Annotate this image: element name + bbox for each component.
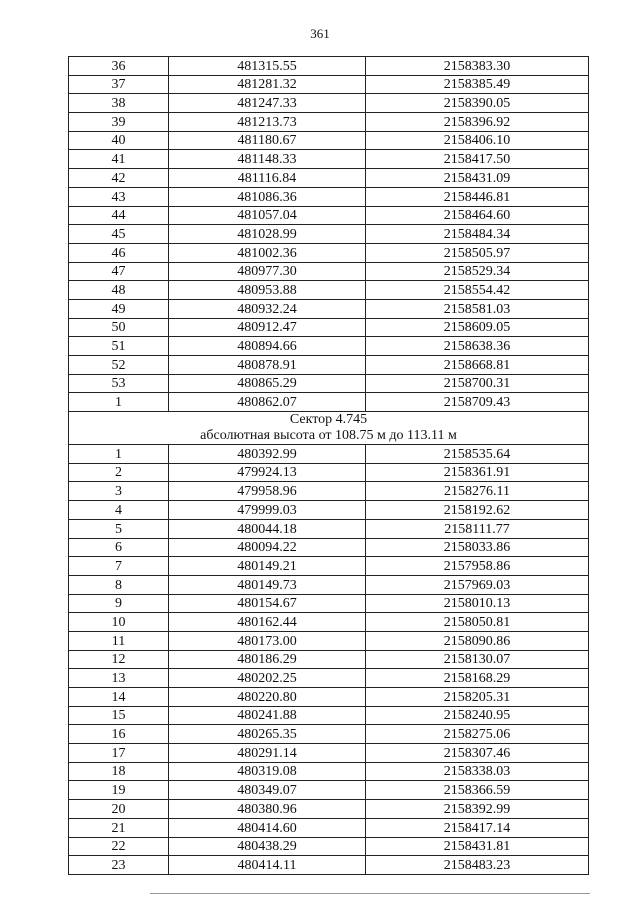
point-number: 10 (69, 613, 169, 632)
coord-x: 481002.36 (169, 243, 366, 262)
point-number: 38 (69, 94, 169, 113)
coord-x: 480912.47 (169, 318, 366, 337)
table-row (69, 800, 589, 819)
coord-x: 480392.99 (169, 445, 366, 464)
coord-x: 480162.44 (169, 613, 366, 632)
coord-y: 2158505.97 (366, 243, 589, 262)
coord-x: 479999.03 (169, 501, 366, 520)
coord-x: 481247.33 (169, 94, 366, 113)
point-number: 53 (69, 374, 169, 393)
coord-x: 481057.04 (169, 206, 366, 225)
coord-y: 2158383.30 (366, 57, 589, 76)
coord-x: 480291.14 (169, 744, 366, 763)
point-number: 2 (69, 463, 169, 482)
coord-y: 2158668.81 (366, 356, 589, 375)
table-row (69, 150, 589, 169)
table-row (69, 837, 589, 856)
table-row (69, 613, 589, 632)
coord-x: 480894.66 (169, 337, 366, 356)
coord-x: 480865.29 (169, 374, 366, 393)
coord-x: 480265.35 (169, 725, 366, 744)
table-row (69, 501, 589, 520)
table-row (69, 744, 589, 763)
coord-y: 2158535.64 (366, 445, 589, 464)
table-row (69, 57, 589, 76)
table-row (69, 650, 589, 669)
coord-y: 2158240.95 (366, 706, 589, 725)
coord-x: 480149.21 (169, 557, 366, 576)
coord-y: 2158130.07 (366, 650, 589, 669)
coord-x: 481213.73 (169, 113, 366, 132)
coord-y: 2158010.13 (366, 594, 589, 613)
table-row (69, 281, 589, 300)
coord-y: 2158609.05 (366, 318, 589, 337)
point-number: 15 (69, 706, 169, 725)
point-number: 13 (69, 669, 169, 688)
page-number: 361 (310, 26, 330, 41)
coord-y: 2158484.34 (366, 225, 589, 244)
table-row (69, 463, 589, 482)
coord-x: 481116.84 (169, 169, 366, 188)
point-number: 45 (69, 225, 169, 244)
table-row (69, 299, 589, 318)
coord-x: 480438.29 (169, 837, 366, 856)
table-row (69, 445, 589, 464)
point-number: 12 (69, 650, 169, 669)
point-number: 20 (69, 800, 169, 819)
coord-x: 481148.33 (169, 150, 366, 169)
coord-y: 2158033.86 (366, 538, 589, 557)
table-row (69, 519, 589, 538)
sector-altitude: абсолютная высота от 108.75 м до 113.11 м (200, 428, 457, 444)
coord-y: 2158700.31 (366, 374, 589, 393)
table-row (69, 113, 589, 132)
coord-x: 481086.36 (169, 187, 366, 206)
table-row (69, 206, 589, 225)
table-row (69, 631, 589, 650)
coord-y: 2158638.36 (366, 337, 589, 356)
table-row (69, 169, 589, 188)
sector-header-row (69, 412, 589, 445)
table-row (69, 762, 589, 781)
table-row (69, 262, 589, 281)
coord-y: 2158581.03 (366, 299, 589, 318)
coord-x: 480380.96 (169, 800, 366, 819)
table-row (69, 225, 589, 244)
table-row (69, 187, 589, 206)
coord-x: 480149.73 (169, 575, 366, 594)
coord-y: 2158431.09 (366, 169, 589, 188)
coord-x: 481028.99 (169, 225, 366, 244)
table-row (69, 374, 589, 393)
table-row (69, 538, 589, 557)
table-row (69, 781, 589, 800)
coord-y: 2158392.99 (366, 800, 589, 819)
sector-prev-rows (69, 57, 589, 412)
table-row (69, 594, 589, 613)
coord-x: 480414.11 (169, 856, 366, 875)
coord-y: 2158396.92 (366, 113, 589, 132)
table-row (69, 131, 589, 150)
coord-y: 2158446.81 (366, 187, 589, 206)
coord-x: 480977.30 (169, 262, 366, 281)
coord-x: 480319.08 (169, 762, 366, 781)
point-number: 6 (69, 538, 169, 557)
sector-4745-rows (69, 445, 589, 875)
point-number: 41 (69, 150, 169, 169)
point-number: 17 (69, 744, 169, 763)
point-number: 16 (69, 725, 169, 744)
coordinates-table (68, 56, 589, 875)
coord-y: 2158307.46 (366, 744, 589, 763)
coord-x: 480414.60 (169, 818, 366, 837)
table-row (69, 482, 589, 501)
point-number: 39 (69, 113, 169, 132)
coord-y: 2158275.06 (366, 725, 589, 744)
coord-x: 480932.24 (169, 299, 366, 318)
coord-x: 480862.07 (169, 393, 366, 412)
coord-x: 481281.32 (169, 75, 366, 94)
sector-title: Сектор 4.745 (289, 412, 368, 428)
coord-y: 2158709.43 (366, 393, 589, 412)
table-row (69, 356, 589, 375)
table-row (69, 243, 589, 262)
point-number: 49 (69, 299, 169, 318)
point-number: 36 (69, 57, 169, 76)
coord-y: 2158464.60 (366, 206, 589, 225)
coord-y: 2158483.23 (366, 856, 589, 875)
coord-x: 480202.25 (169, 669, 366, 688)
table-row (69, 818, 589, 837)
point-number: 44 (69, 206, 169, 225)
coord-x: 480349.07 (169, 781, 366, 800)
sector-header-cell (69, 412, 589, 445)
coord-y: 2158529.34 (366, 262, 589, 281)
point-number: 43 (69, 187, 169, 206)
coord-y: 2158111.77 (366, 519, 589, 538)
coord-y: 2158168.29 (366, 669, 589, 688)
table-row (69, 856, 589, 875)
point-number: 40 (69, 131, 169, 150)
coord-y: 2158090.86 (366, 631, 589, 650)
coord-x: 481180.67 (169, 131, 366, 150)
coord-y: 2158366.59 (366, 781, 589, 800)
coord-y: 2158276.11 (366, 482, 589, 501)
point-number: 4 (69, 501, 169, 520)
coord-y: 2158385.49 (366, 75, 589, 94)
point-number: 3 (69, 482, 169, 501)
bottom-rule (150, 893, 590, 894)
table-row (69, 75, 589, 94)
point-number: 9 (69, 594, 169, 613)
coord-y: 2158361.91 (366, 463, 589, 482)
point-number: 1 (69, 445, 169, 464)
point-number: 5 (69, 519, 169, 538)
point-number: 1 (69, 393, 169, 412)
coord-x: 479924.13 (169, 463, 366, 482)
coord-y: 2158390.05 (366, 94, 589, 113)
coord-x: 480878.91 (169, 356, 366, 375)
coord-y: 2158338.03 (366, 762, 589, 781)
table-row (69, 393, 589, 412)
coord-y: 2158417.14 (366, 818, 589, 837)
point-number: 51 (69, 337, 169, 356)
table-row (69, 557, 589, 576)
table-row (69, 669, 589, 688)
coord-x: 479958.96 (169, 482, 366, 501)
point-number: 18 (69, 762, 169, 781)
coord-x: 480154.67 (169, 594, 366, 613)
point-number: 42 (69, 169, 169, 188)
table-row (69, 688, 589, 707)
coord-x: 481315.55 (169, 57, 366, 76)
point-number: 46 (69, 243, 169, 262)
point-number: 8 (69, 575, 169, 594)
table-row (69, 706, 589, 725)
coord-y: 2158406.10 (366, 131, 589, 150)
coord-x: 480186.29 (169, 650, 366, 669)
coord-y: 2158554.42 (366, 281, 589, 300)
point-number: 14 (69, 688, 169, 707)
coord-x: 480094.22 (169, 538, 366, 557)
sector-header (69, 412, 589, 445)
coord-y: 2158417.50 (366, 150, 589, 169)
coord-x: 480044.18 (169, 519, 366, 538)
coord-y: 2157969.03 (366, 575, 589, 594)
table-row (69, 94, 589, 113)
coord-x: 480220.80 (169, 688, 366, 707)
point-number: 21 (69, 818, 169, 837)
coord-x: 480241.88 (169, 706, 366, 725)
table-row (69, 318, 589, 337)
point-number: 47 (69, 262, 169, 281)
table-row (69, 575, 589, 594)
point-number: 7 (69, 557, 169, 576)
table-row (69, 337, 589, 356)
point-number: 22 (69, 837, 169, 856)
coord-x: 480953.88 (169, 281, 366, 300)
coord-y: 2157958.86 (366, 557, 589, 576)
point-number: 37 (69, 75, 169, 94)
point-number: 19 (69, 781, 169, 800)
table-row (69, 725, 589, 744)
point-number: 11 (69, 631, 169, 650)
point-number: 52 (69, 356, 169, 375)
coord-y: 2158050.81 (366, 613, 589, 632)
coord-x: 480173.00 (169, 631, 366, 650)
point-number: 50 (69, 318, 169, 337)
coord-y: 2158192.62 (366, 501, 589, 520)
coord-y: 2158431.81 (366, 837, 589, 856)
coord-y: 2158205.31 (366, 688, 589, 707)
point-number: 23 (69, 856, 169, 875)
point-number: 48 (69, 281, 169, 300)
